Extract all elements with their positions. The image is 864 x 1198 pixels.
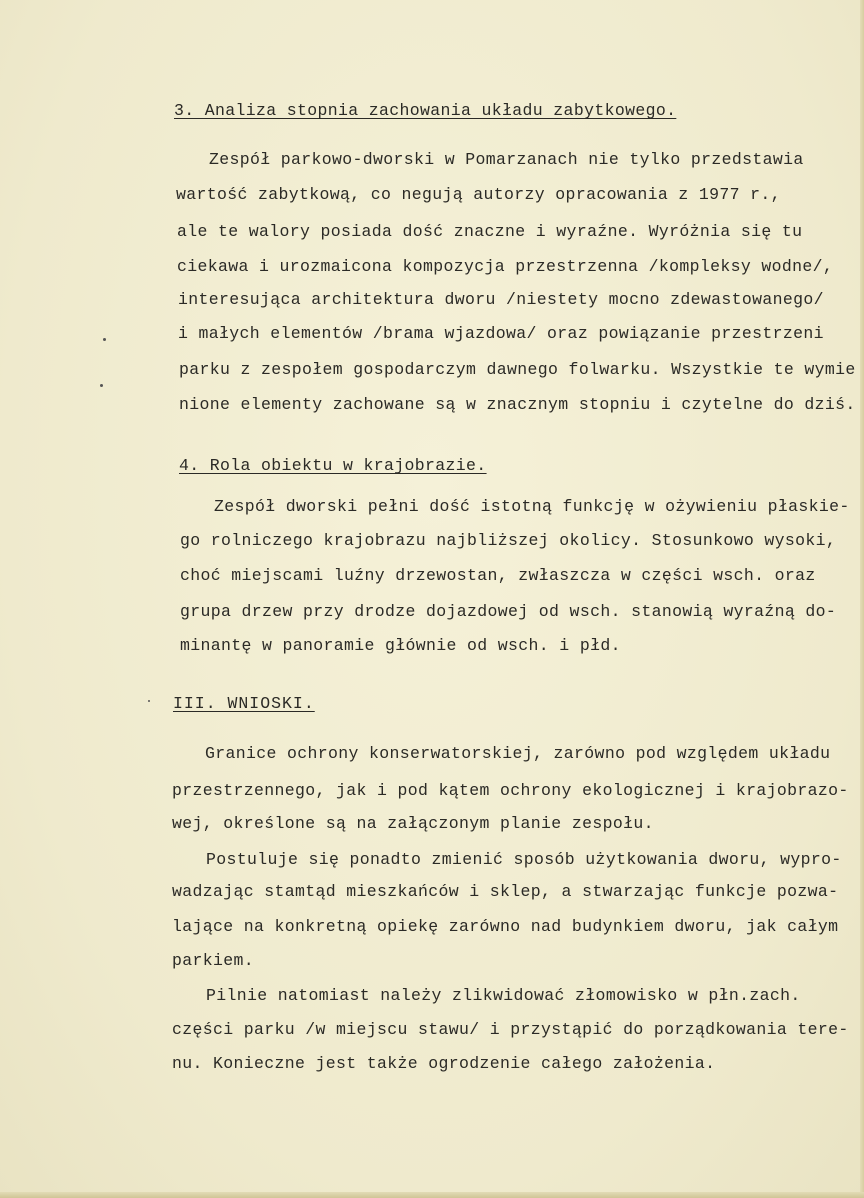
paper-speck bbox=[100, 384, 103, 387]
section-3-line-4: ciekawa i urozmaicona kompozycja przestrzenna /kompleksy wodne/, bbox=[177, 257, 834, 276]
conclusions-heading: III. WNIOSKI. bbox=[173, 694, 315, 713]
conclusions-line-9: części parku /w miejscu stawu/ i przystąpić do porządkowania tere- bbox=[172, 1020, 849, 1039]
paper-speck bbox=[103, 338, 106, 341]
conclusions-line-5: wadzając stamtąd mieszkańców i sklep, a stwarzając funkcje pozwa- bbox=[172, 882, 839, 901]
section-4-line-3: choć miejscami luźny drzewostan, zwłaszcza w części wsch. oraz bbox=[180, 566, 816, 585]
conclusions-line-8: Pilnie natomiast należy zlikwidować złomowisko w płn.zach. bbox=[206, 986, 801, 1005]
section-3-line-8: nione elementy zachowane są w znacznym stopniu i czytelne do dziś. bbox=[179, 395, 856, 414]
conclusions-line-1: Granice ochrony konserwatorskiej, zarówno pod względem układu bbox=[205, 744, 831, 763]
conclusions-line-4: Postuluje się ponadto zmienić sposób użytkowania dworu, wypro- bbox=[206, 850, 842, 869]
section-3-line-6: i małych elementów /brama wjazdowa/ oraz powiązanie przestrzeni bbox=[178, 324, 824, 343]
paper-edge-bottom bbox=[0, 1192, 864, 1198]
section-4-heading: 4. Rola obiektu w krajobrazie. bbox=[179, 456, 487, 475]
section-3-line-7: parku z zespołem gospodarczym dawnego folwarku. Wszystkie te wymie bbox=[179, 360, 856, 379]
paper-speck bbox=[148, 700, 150, 702]
section-3-line-1: Zespół parkowo-dworski w Pomarzanach nie tylko przedstawia bbox=[209, 150, 804, 169]
section-3-line-3: ale te walory posiada dość znaczne i wyraźne. Wyróżnia się tu bbox=[177, 222, 803, 241]
conclusions-line-6: lające na konkretną opiekę zarówno nad budynkiem dworu, jak całym bbox=[172, 917, 839, 936]
conclusions-line-3: wej, określone są na załączonym planie zespołu. bbox=[172, 814, 654, 833]
section-3-line-5: interesująca architektura dworu /niestety mocno zdewastowanego/ bbox=[178, 290, 824, 309]
conclusions-line-7: parkiem. bbox=[172, 951, 255, 970]
paper-edge-right bbox=[860, 0, 864, 1198]
section-4-line-5: minantę w panoramie głównie od wsch. i płd. bbox=[180, 636, 621, 655]
section-3-heading: 3. Analiza stopnia zachowania układu zabytkowego. bbox=[174, 101, 677, 120]
conclusions-line-10: nu. Konieczne jest także ogrodzenie całego założenia. bbox=[172, 1054, 716, 1073]
conclusions-line-2: przestrzennego, jak i pod kątem ochrony ekologicznej i krajobrazo- bbox=[172, 781, 849, 800]
section-3-line-2: wartość zabytkową, co negują autorzy opracowania z 1977 r., bbox=[176, 185, 781, 204]
section-4-line-4: grupa drzew przy drodze dojazdowej od wsch. stanowią wyraźną do- bbox=[180, 602, 837, 621]
section-4-line-2: go rolniczego krajobrazu najbliższej okolicy. Stosunkowo wysoki, bbox=[180, 531, 837, 550]
section-4-line-1: Zespół dworski pełni dość istotną funkcję w ożywieniu płaskie- bbox=[214, 497, 850, 516]
